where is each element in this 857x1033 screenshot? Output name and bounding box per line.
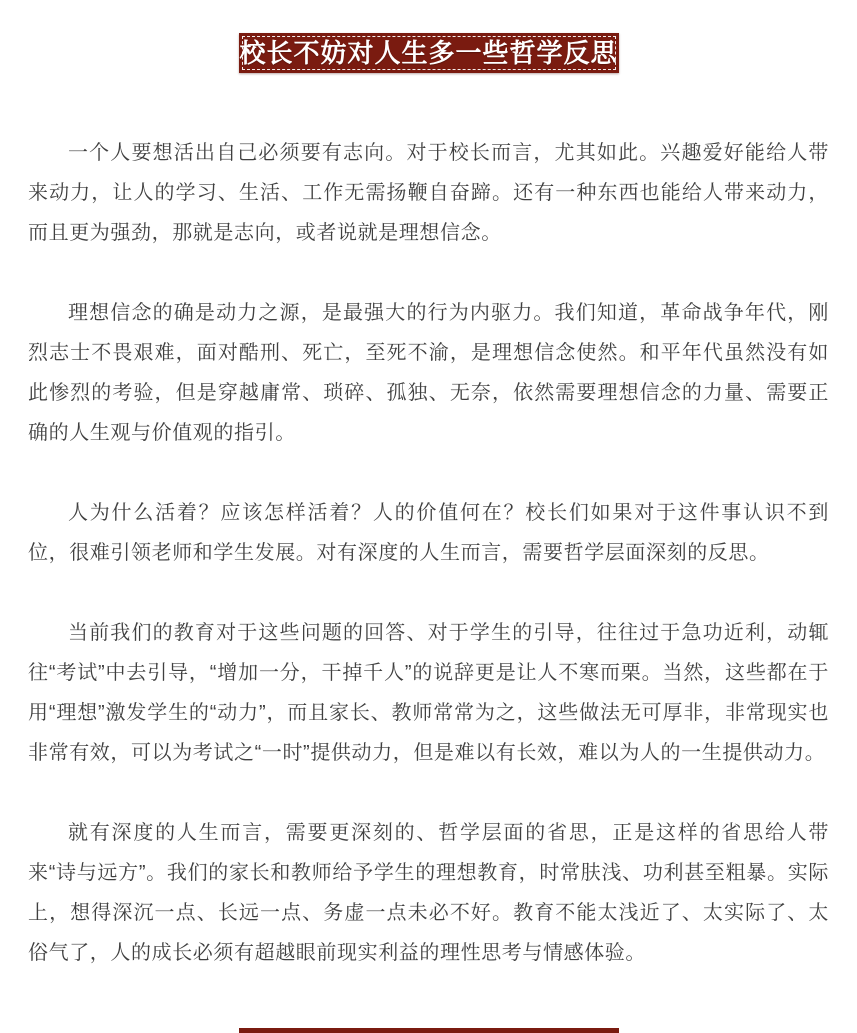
section-title: 校长不妨对人生多一些哲学反思 [239, 38, 618, 68]
paragraph: 当前我们的教育对于这些问题的回答、对于学生的引导，往往过于急功近利，动辄往“考试”中去引导，“增加一分，干掉千人”的说辞更是让人不寒而栗。当然，这些都在于用“理想”激发学生的“动力”，而且家长、教师常常为之，这些做法无可厚非，非常现实也非常有效，可以为考试之“一时”提供动力，但是难以有长效，难以为人的一生提供动力。 [28, 622, 829, 764]
paragraph: 人为什么活着？应该怎样活着？人的价值何在？校长们如果对于这件事认识不到位，很难引领老师和学生发展。对有深度的人生而言，需要哲学层面深刻的反思。 [28, 502, 829, 564]
article [0, 33, 857, 973]
section-title-box [239, 33, 619, 73]
next-section-title-box-partial [239, 1028, 619, 1033]
paragraph: 一个人要想活出自己必须要有志向。对于校长而言，尤其如此。兴趣爱好能给人带来动力，让人的学习、生活、工作无需扬鞭自奋蹄。还有一种东西也能给人带来动力，而且更为强劲，那就是志向，或者说就是理想信念。 [28, 142, 829, 244]
paragraph: 理想信念的确是动力之源，是最强大的行为内驱力。我们知道，革命战争年代，刚烈志士不畏艰难，面对酷刑、死亡，至死不渝，是理想信念使然。和平年代虽然没有如此惨烈的考验，但是穿越庸常、琐碎、孤独、无奈，依然需要理想信念的力量、需要正确的人生观与价值观的指引。 [28, 302, 829, 444]
article-body [28, 133, 829, 973]
paragraph: 就有深度的人生而言，需要更深刻的、哲学层面的省思，正是这样的省思给人带来“诗与远方”。我们的家长和教师给予学生的理想教育，时常肤浅、功利甚至粗暴。实际上，想得深沉一点、长远一点、务虚一点未必不好。教育不能太浅近了、太实际了、太俗气了，人的成长必须有超越眼前现实利益的理性思考与情感体验。 [28, 822, 829, 964]
